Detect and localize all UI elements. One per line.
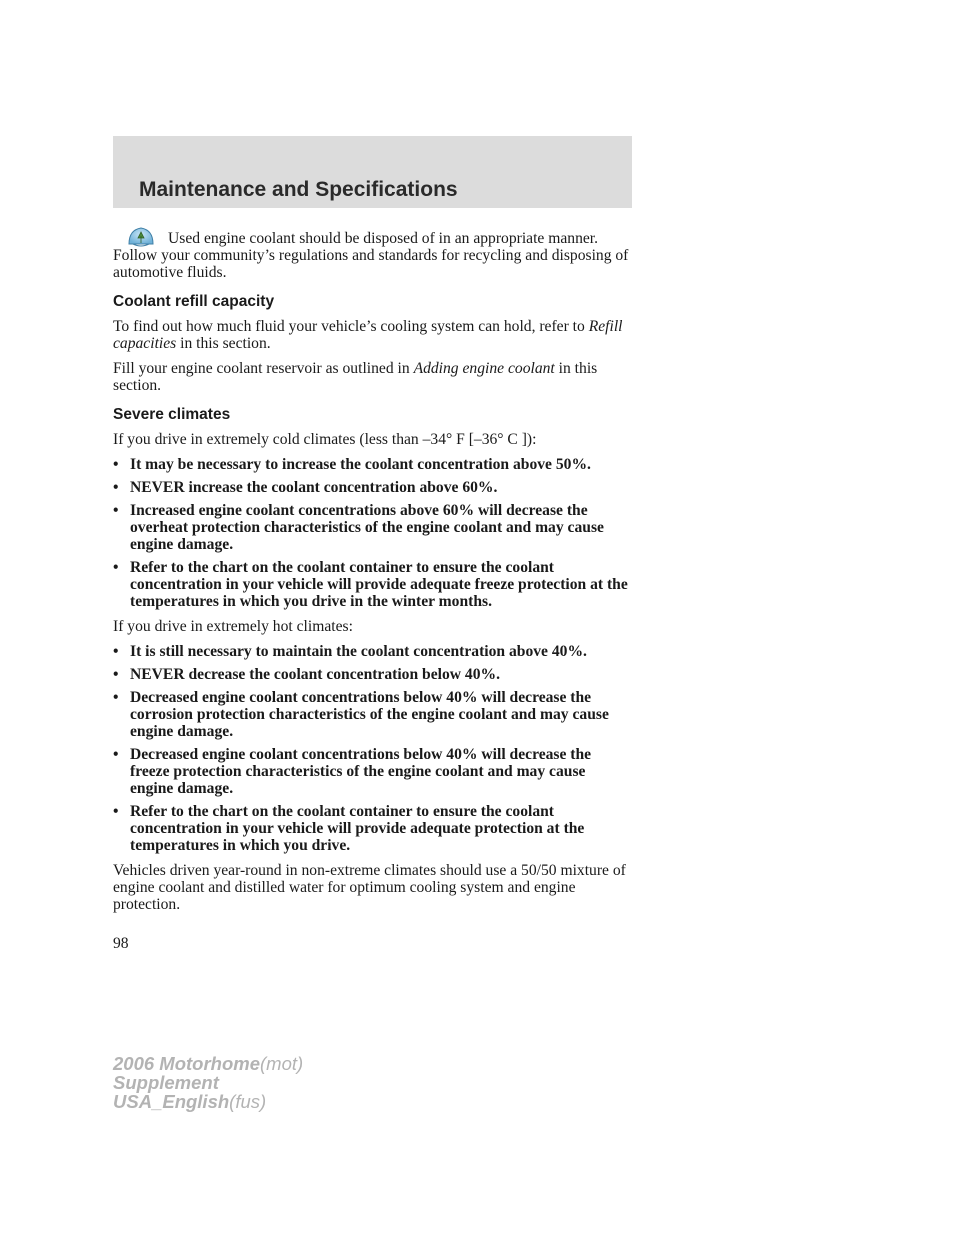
severe-heading: Severe climates — [113, 406, 231, 423]
refill-capacities-reference: Refill capacities — [113, 318, 623, 352]
bullet: • — [113, 803, 119, 820]
list-item-text: Refer to the chart on the coolant container to ensure the coolant concentration in your vehicle will provide adequate freeze protection at the temperatures in which you drive in the winter months. — [130, 559, 628, 610]
list-item-text: NEVER decrease the coolant concentration below 40%. — [130, 666, 501, 683]
list-item-text: It is still necessary to maintain the coolant concentration above 40%. — [130, 643, 587, 660]
recycle-icon — [125, 224, 157, 248]
footer-language: USA_English — [113, 1091, 230, 1112]
bullet: • — [113, 479, 119, 496]
hot-bullet-list — [113, 643, 632, 854]
list-item-text: NEVER increase the coolant concentration above 60%. — [130, 479, 498, 496]
recycle-note-text: Used engine coolant should be disposed of in an appropriate manner. Follow your community’s regulations and standards for recycling and disposing of automotive fluids. — [113, 230, 629, 281]
bullet: • — [113, 746, 119, 763]
list-item — [113, 746, 632, 797]
closing-paragraph: Vehicles driven year-round in non-extreme climates should use a 50/50 mixture of engine coolant and distilled water for optimum cooling system and engine protection. — [113, 862, 626, 913]
cold-bullet-list — [113, 456, 632, 610]
recycle-note — [113, 230, 632, 281]
page-number: 98 — [113, 935, 129, 952]
bullet: • — [113, 643, 119, 660]
bullet: • — [113, 666, 119, 683]
refill-paragraph-2 — [113, 360, 632, 394]
refill-heading: Coolant refill capacity — [113, 293, 275, 310]
cold-intro: If you drive in extremely cold climates (less than –34° F [–36° C ]): — [113, 431, 537, 448]
list-item-text: Refer to the chart on the coolant container to ensure the coolant concentration in your vehicle will provide adequate protection at the temperatures in which you drive. — [130, 803, 585, 854]
main-content — [113, 230, 632, 921]
refill-p2-tail: in this section. — [113, 360, 598, 394]
refill-paragraph-1 — [113, 318, 632, 352]
refill-p1-tail: in this section. — [180, 335, 271, 352]
list-item — [113, 456, 632, 473]
page-title: Maintenance and Specifications — [139, 178, 458, 201]
list-item — [113, 643, 632, 660]
list-item — [113, 666, 632, 683]
adding-coolant-reference: Adding engine coolant — [413, 360, 555, 377]
list-item-text: It may be necessary to increase the coolant concentration above 50%. — [130, 456, 591, 473]
hot-intro: If you drive in extremely hot climates: — [113, 618, 353, 635]
list-item — [113, 479, 632, 496]
bullet: • — [113, 502, 119, 519]
bullet: • — [113, 456, 119, 473]
refill-p2-text: Fill your engine coolant reservoir as outlined in — [113, 360, 410, 377]
bullet: • — [113, 559, 119, 576]
list-item — [113, 559, 632, 610]
footer-supplement: Supplement — [113, 1072, 219, 1093]
list-item — [113, 502, 632, 553]
list-item-text: Increased engine coolant concentrations above 60% will decrease the overheat protection characteristics of the engine coolant and may cause engine damage. — [130, 502, 604, 553]
list-item — [113, 689, 632, 740]
footer-publication-code: (mot) — [260, 1053, 304, 1074]
footer-language-code: (fus) — [229, 1091, 267, 1112]
footer-imprint — [113, 1054, 303, 1111]
refill-p1-text: To find out how much fluid your vehicle’s cooling system can hold, refer to — [113, 318, 585, 335]
list-item-text: Decreased engine coolant concentrations below 40% will decrease the freeze protection characteristics of the engine coolant and may cause engine damage. — [130, 746, 592, 797]
footer-publication: 2006 Motorhome — [113, 1053, 261, 1074]
bullet: • — [113, 689, 119, 706]
list-item-text: Decreased engine coolant concentrations below 40% will decrease the corrosion protection characteristics of the engine coolant and may cause engine damage. — [130, 689, 609, 740]
list-item — [113, 803, 632, 854]
